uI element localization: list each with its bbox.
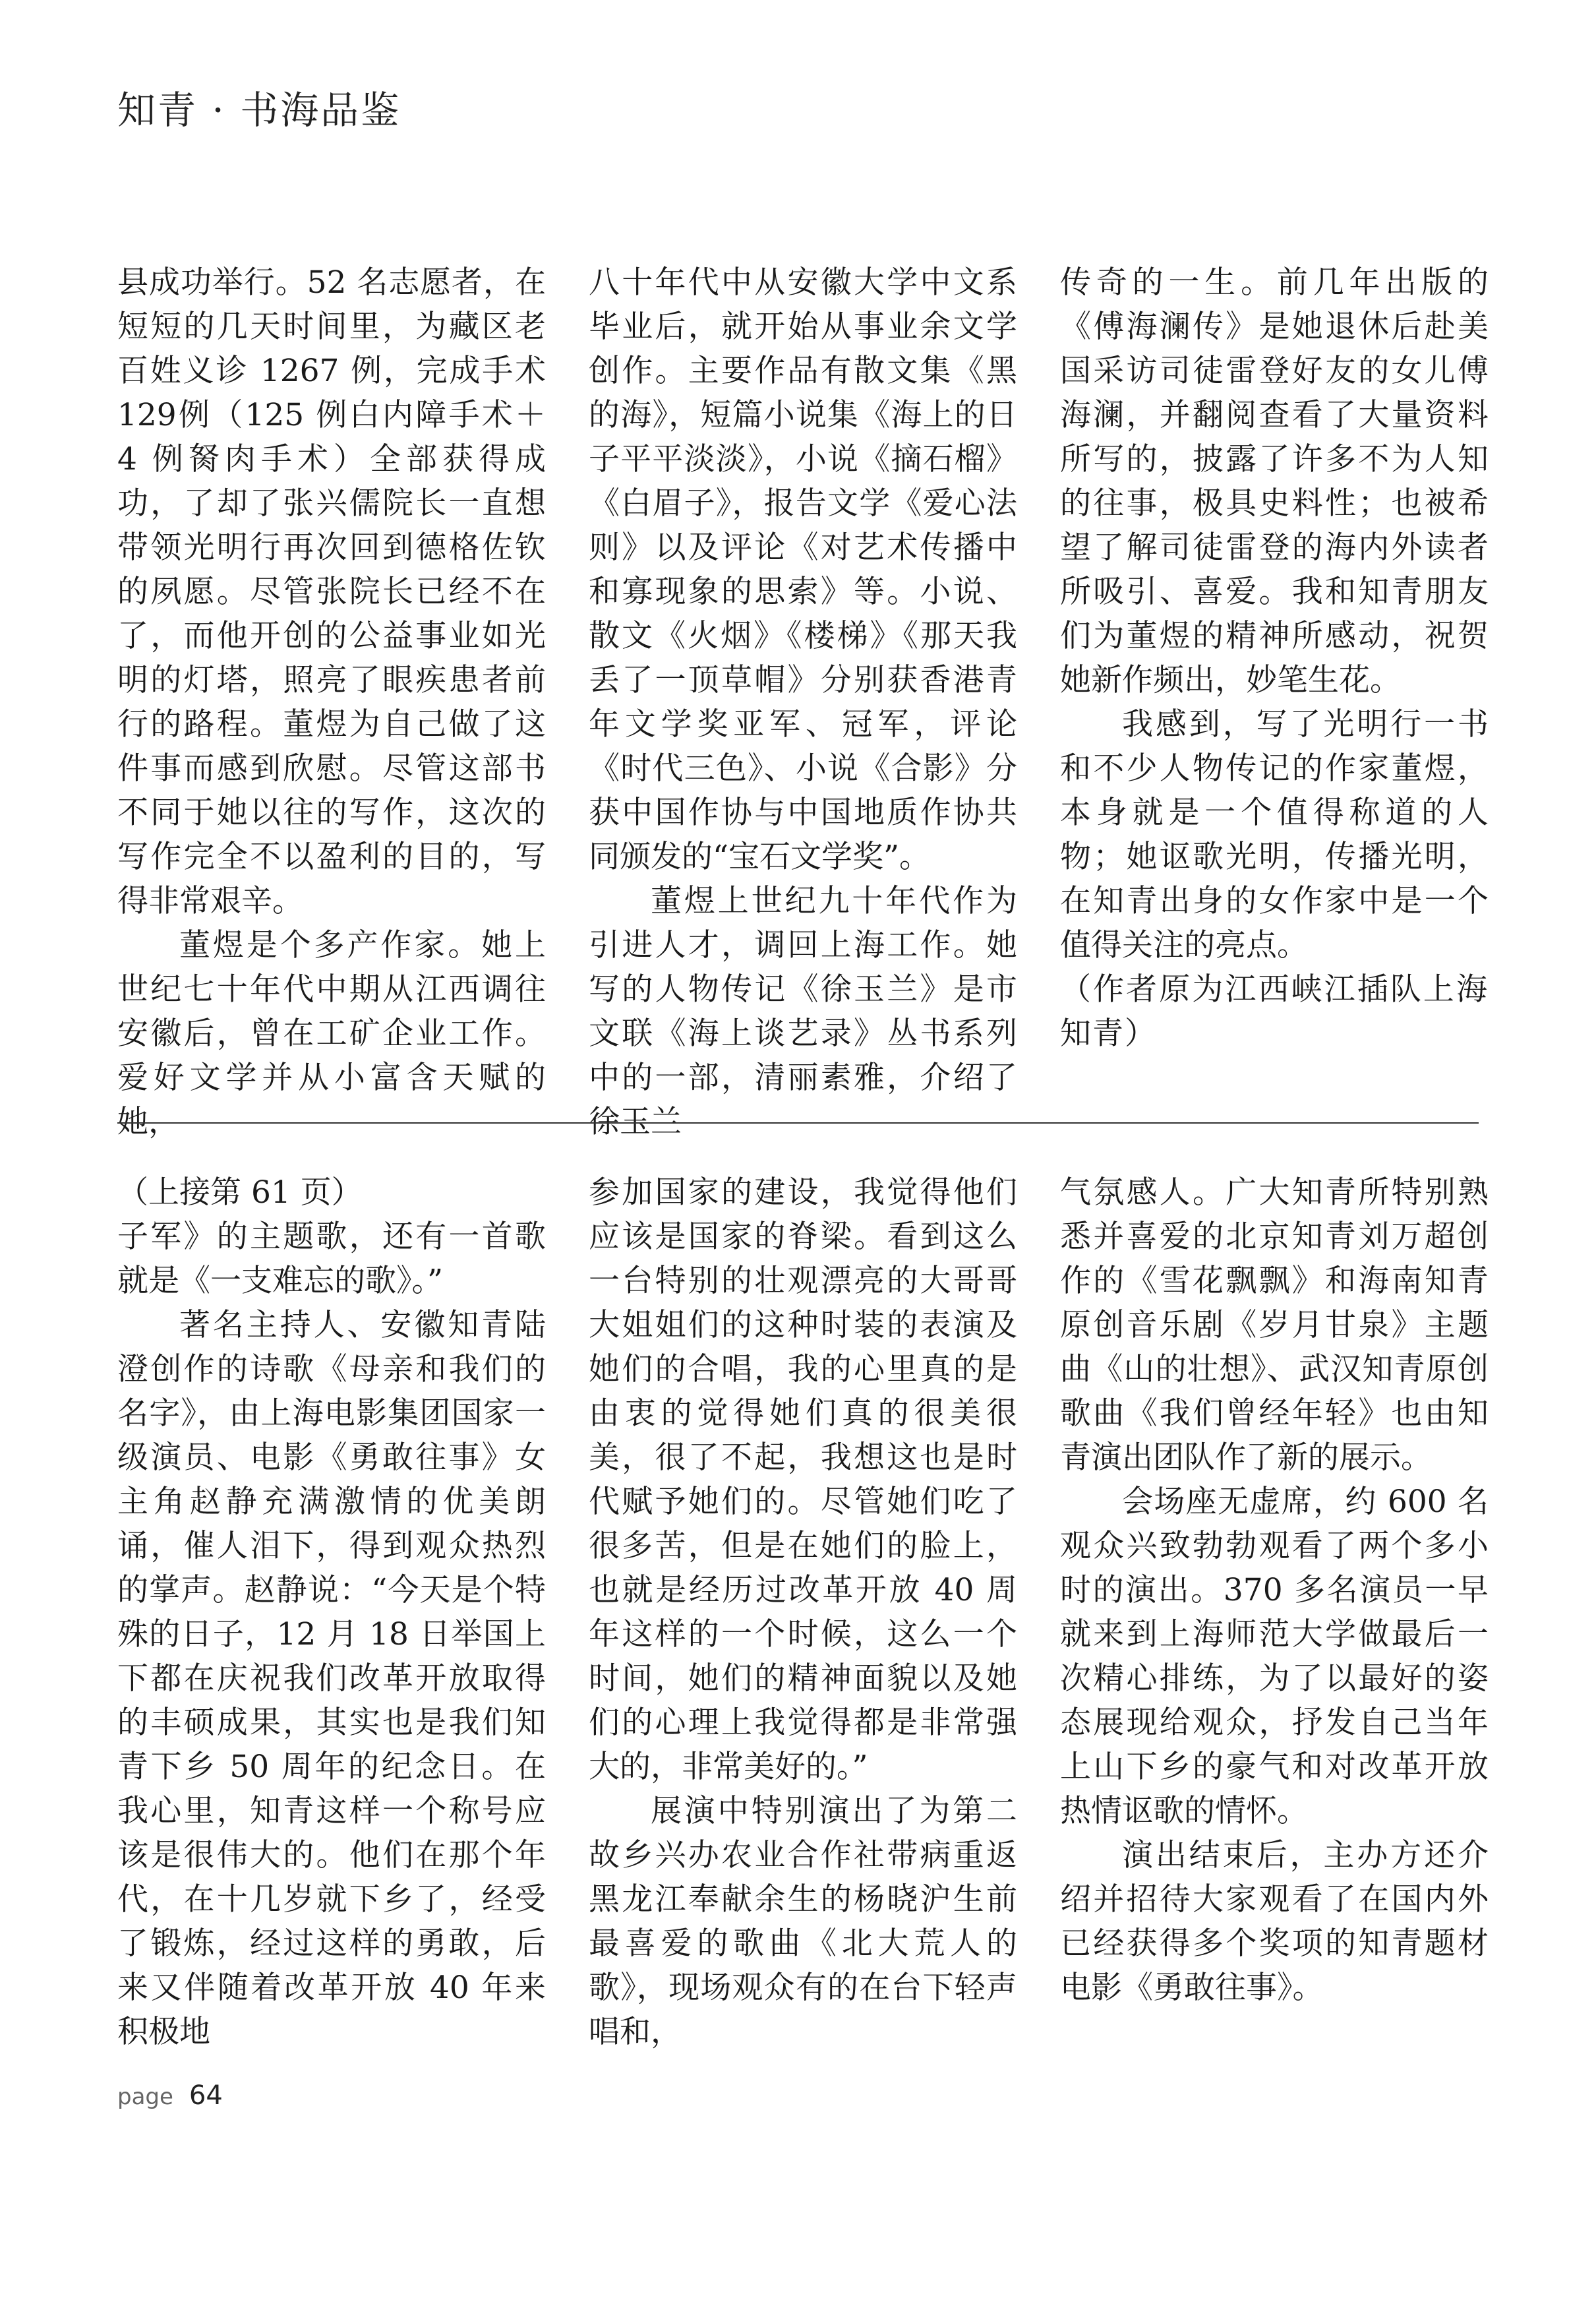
continued-note: （上接第 61 页） xyxy=(117,1174,363,1211)
section-divider xyxy=(117,1122,1479,1124)
paragraph: 气氛感人。广大知青所特别熟悉并喜爱的北京知青刘万超创作的《雪花飘飘》和海南知青原创音乐剧《岁月甘泉》主题曲《山的壮想》、武汉知青原创歌曲《我们曾经年轻》也由知青演出团队作了新的展示。 xyxy=(1060,1174,1489,1476)
page-number: 64 xyxy=(189,2080,223,2111)
top-column-3 xyxy=(1060,260,1489,1056)
bottom-column-1 xyxy=(117,1170,546,2054)
paragraph: 演出结束后，主办方还介绍并招待大家观看了在国内外已经获得多个奖项的知青题材电影《勇敢往事》。 xyxy=(1060,1837,1489,2006)
bottom-column-2 xyxy=(589,1170,1017,2054)
paragraph: 传奇的一生。前几年出版的《傅海澜传》是她退休后赴美国采访司徒雷登好友的女儿傅海澜，并翻阅查看了大量资料所写的，披露了许多不为人知的往事，极具史料性；也被希望了解司徒雷登的海内外读者所吸引、喜爱。我和知青朋友们为董煜的精神所感动，祝贺她新作频出，妙笔生花。 xyxy=(1060,264,1489,698)
paragraph: 子军》的主题歌，还有一首歌就是《一支难忘的歌》。” xyxy=(117,1219,546,1299)
paragraph: 我感到，写了光明行一书和不少人物传记的作家董煜，本身就是一个值得称道的人物；她讴歌光明，传播光明，在知青出身的女作家中是一个值得关注的亮点。 xyxy=(1060,706,1489,963)
paragraph: 展演中特别演出了为第二故乡兴办农业合作社带病重返黑龙江奉献余生的杨晓沪生前最喜爱的歌曲《北大荒人的歌》，现场观众有的在台下轻声唱和， xyxy=(589,1793,1017,2050)
paragraph: 董煜上世纪九十年代作为引进人才，调回上海工作。她写的人物传记《徐玉兰》是市文联《海上谈艺录》丛书系列中的一部，清丽素雅，介绍了徐玉兰 xyxy=(589,883,1017,1140)
top-column-2 xyxy=(589,260,1017,1144)
paragraph: 董煜是个多产作家。她上世纪七十年代中期从江西调往安徽后，曾在工矿企业工作。爱好文学并从小富含天赋的她， xyxy=(117,927,546,1140)
paragraph: 会场座无虚席，约 600 名观众兴致勃勃观看了两个多小时的演出。370 多名演员一早就来到上海师范大学做最后一次精心排练，为了以最好的姿态展现给观众，抒发自己当年上山下乡的豪气和对改革开放热情讴歌的情怀。 xyxy=(1060,1484,1489,1829)
paragraph: 著名主持人、安徽知青陆澄创作的诗歌《母亲和我们的名字》，由上海电影集团国家一级演员、电影《勇敢往事》女主角赵静充满激情的优美朗诵，催人泪下，得到观众热烈的掌声。赵静说：“今天是个特殊的日子，12 月 18 日举国上下都在庆祝我们改革开放取得的丰硕成果，其实也是我们知青下乡 50 周年的纪念日。在我心里，知青这样一个称号应该是很伟大的。他们在那个年代，在十几岁就下乡了，经受了锻炼，经过这样的勇敢，后来又伴随着改革开放 40 年来积极地 xyxy=(117,1307,546,2050)
paragraph: 县成功举行。52 名志愿者，在短短的几天时间里，为藏区老百姓义诊 1267 例，完成手术 129例（125 例白内障手术＋ 4 例胬肉手术）全部获得成功，了却了张兴儒院长一直想带领光明行再次回到德格佐钦的夙愿。尽管张院长已经不在了，而他开创的公益事业如光明的灯塔，照亮了眼疾患者前行的路程。董煜为自己做了这件事而感到欣慰。尽管这部书不同于她以往的写作，这次的写作完全不以盈利的目的，写得非常艰辛。 xyxy=(117,264,546,919)
page-label: page xyxy=(117,2084,173,2110)
section-header: 知青 · 书海品鉴 xyxy=(117,88,401,133)
top-column-1 xyxy=(117,260,546,1144)
author-note: （作者原为江西峡江插队上海知青） xyxy=(1060,971,1489,1052)
paragraph: 八十年代中从安徽大学中文系毕业后，就开始从事业余文学创作。主要作品有散文集《黑的海》，短篇小说集《海上的日子平平淡淡》，小说《摘石榴》《白眉子》，报告文学《爱心法则》以及评论《对艺术传播中和寡现象的思索》等。小说、散文《火烟》《楼梯》《那天我丢了一顶草帽》分别获香港青年文学奖亚军、冠军，评论《时代三色》、小说《合影》分获中国作协与中国地质作协共同颁发的“宝石文学奖”。 xyxy=(589,264,1017,875)
page-footer xyxy=(117,2080,223,2111)
paragraph: 参加国家的建设，我觉得他们应该是国家的脊梁。看到这么一台特别的壮观漂亮的大哥哥大姐姐们的这种时装的表演及她们的合唱，我的心里真的是由衷的觉得她们真的很美很美，很了不起，我想这也是时代赋予她们的。尽管她们吃了很多苦，但是在她们的脸上，也就是经历过改革开放 40 周年这样的一个时候，这么一个时间，她们的精神面貌以及她们的心理上我觉得都是非常强大的，非常美好的。” xyxy=(589,1174,1017,1785)
bottom-column-3 xyxy=(1060,1170,1489,2010)
